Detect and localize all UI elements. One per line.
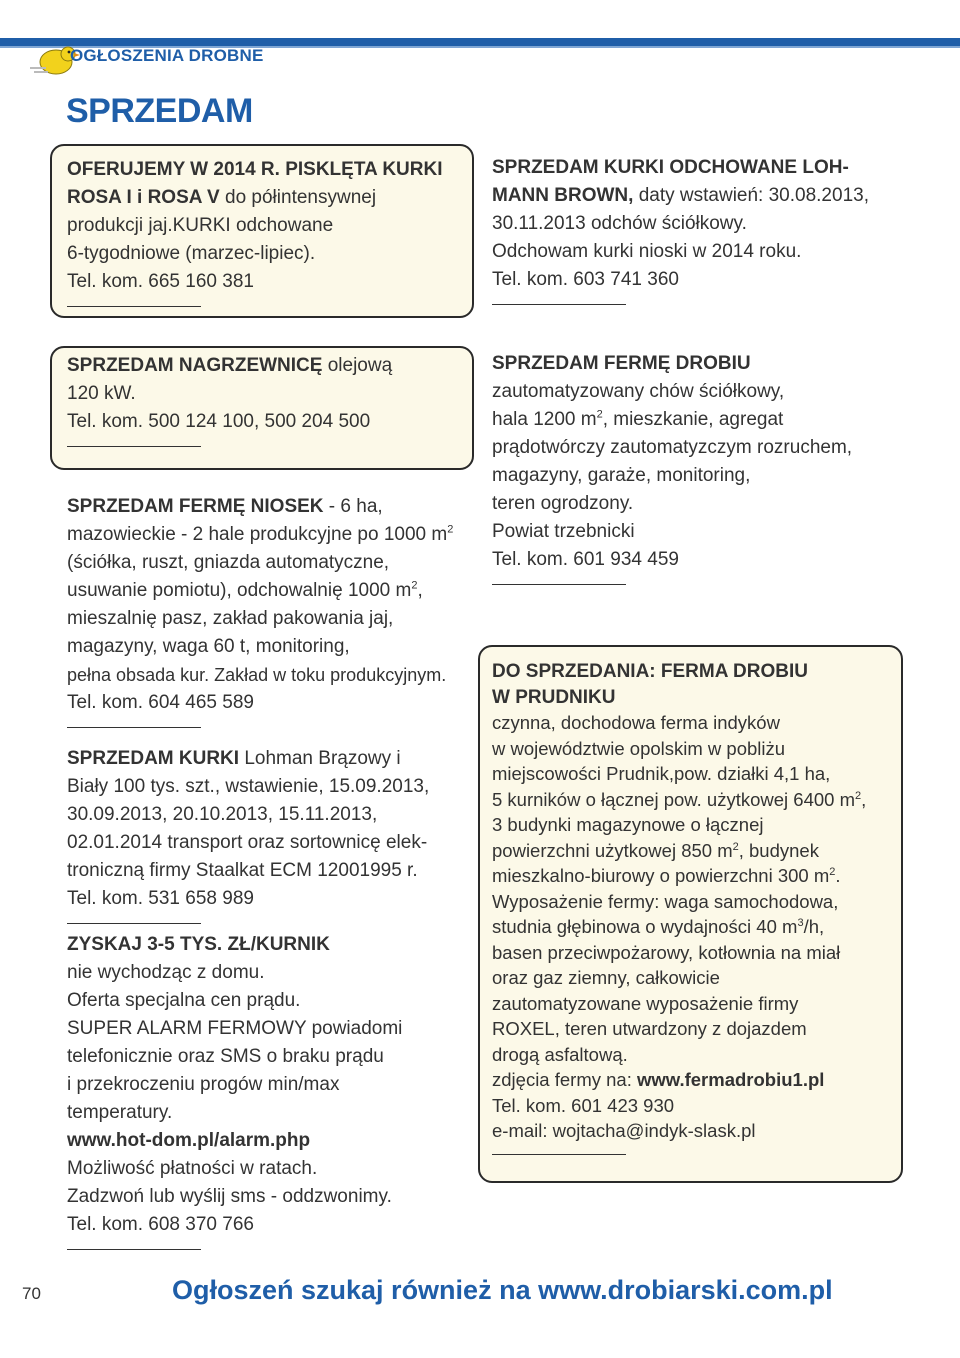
ad-lohman-l2: Biały 100 tys. szt., wstawienie, 15.09.2013, <box>67 776 430 797</box>
ad-nagrzewnica-l1b: olejową <box>322 355 393 376</box>
header-bar <box>0 38 960 46</box>
ad-ferma-drobiu-l1: zautomatyzowany chów ściółkowy, <box>492 381 785 402</box>
ad-prudnik-l8: Wyposażenie fermy: waga samochodowa, <box>492 890 839 912</box>
ad-niosek-l7: pełna obsada kur. Zakład w toku produkcyjnym. <box>67 665 447 685</box>
ad-prudnik-l4a: 5 kurników o łącznej pow. użytkowej 6400 m <box>492 788 855 810</box>
ad-divider <box>67 446 201 447</box>
ad-ferma-drobiu-l3: prądotwórczy zautomatyzczym rozruchem, <box>492 437 853 458</box>
ad-ferma-drobiu-l4: magazyny, garaże, monitoring, <box>492 465 751 486</box>
ad-niosek-l4b: , <box>417 580 423 601</box>
ad-niosek-l4sup: 2 <box>411 579 418 592</box>
ad-zyskaj-l7: Możliwość płatności w ratach. <box>67 1158 318 1179</box>
ad-ferma-drobiu <box>492 350 852 585</box>
ad-kurki-l4: Odchowam kurki nioski w 2014 roku. <box>492 241 802 262</box>
ad-piskleta-l2b: do półintensywnej <box>219 187 377 208</box>
ad-divider <box>67 1249 201 1250</box>
ad-kurki-l2b: daty wstawień: 30.08.2013, <box>633 185 869 206</box>
ad-niosek-l2a: mazowieckie - 2 hale produkcyjne po 1000 m <box>67 524 448 545</box>
ad-prudnik-l7sup: 2 <box>829 865 836 878</box>
ad-divider <box>492 304 626 305</box>
page-number: 70 <box>22 1284 41 1303</box>
ad-piskleta-phone: Tel. kom. 665 160 381 <box>67 271 254 292</box>
ad-prudnik-title1: DO SPRZEDANIA: FERMA DROBIU <box>492 661 808 682</box>
ad-zyskaj-l3: SUPER ALARM FERMOWY powiadomi <box>67 1018 403 1039</box>
ad-niosek-l5: mieszalnię pasz, zakład pakowania jaj, <box>67 608 394 629</box>
ad-divider <box>492 584 626 585</box>
ad-lohman-l5: troniczną firmy Staalkat ECM 12001995 r. <box>67 860 418 881</box>
ad-nagrzewnica-phone: Tel. kom. 500 124 100, 500 204 500 <box>67 411 371 432</box>
ad-niosek-title: SPRZEDAM FERMĘ NIOSEK <box>67 496 324 517</box>
ad-zyskaj <box>67 931 402 1250</box>
ad-prudnik-l3: miejscowości Prudnik,pow. działki 4,1 ha, <box>492 763 831 784</box>
ad-ferma-drobiu-l2sup: 2 <box>596 408 603 421</box>
ad-prudnik-l7a: mieszkalno-biurowy o powierzchni 300 m <box>492 865 830 886</box>
ad-piskleta-l4: 6-tygodniowe (marzec-lipiec). <box>67 243 316 264</box>
ad-nagrzewnica-l2: 120 kW. <box>67 383 136 404</box>
ad-niosek-l1b: - 6 ha, <box>323 496 383 517</box>
ad-kurki-l1: SPRZEDAM KURKI ODCHOWANE LOH- <box>492 157 849 178</box>
ad-zyskaj-phone: Tel. kom. 608 370 766 <box>67 1214 254 1235</box>
ad-prudnik-website-link[interactable]: www.fermadrobiu1.pl <box>636 1069 825 1090</box>
ad-kurki-lohman <box>67 745 429 924</box>
ad-prudnik-l10: basen przeciwpożarowy, kotłownia na miał <box>492 941 841 963</box>
ad-ferma-drobiu-phone: Tel. kom. 601 934 459 <box>492 549 679 570</box>
ad-niosek-l6: magazyny, waga 60 t, monitoring, <box>67 636 350 657</box>
section-label: OGŁOSZENIA DROBNE <box>70 46 264 65</box>
ad-lohman-l1a: SPRZEDAM KURKI <box>67 748 240 769</box>
ad-piskleta <box>67 156 443 307</box>
ad-prudnik-l6b: , budynek <box>738 839 819 861</box>
ad-zyskaj-link[interactable]: www.hot-dom.pl/alarm.php <box>67 1130 311 1151</box>
ad-ferma-drobiu-l6: Powiat trzebnicki <box>492 521 635 542</box>
ad-divider <box>492 1154 626 1155</box>
ad-prudnik <box>492 659 866 1155</box>
ad-ferma-niosek <box>67 493 453 728</box>
ad-kurki-l3: 30.11.2013 odchów ściółkowy. <box>492 213 747 234</box>
ad-zyskaj-l2: Oferta specjalna cen prądu. <box>67 990 301 1011</box>
ad-lohman-l1b: Lohman Brązowy i <box>239 748 401 769</box>
ad-ferma-drobiu-title: SPRZEDAM FERMĘ DROBIU <box>492 353 751 374</box>
ad-zyskaj-l8: Zadzwoń lub wyślij sms - oddzwonimy. <box>67 1186 392 1207</box>
ad-zyskaj-title: ZYSKAJ 3-5 TYS. ZŁ/KURNIK <box>67 934 330 955</box>
ad-zyskaj-l5: i przekroczeniu progów min/max <box>67 1074 340 1095</box>
ad-lohman-phone: Tel. kom. 531 658 989 <box>67 888 254 909</box>
ad-prudnik-l9a: studnia głębinowa o wydajności 40 m <box>492 916 798 937</box>
ad-prudnik-l1: czynna, dochodowa ferma indyków <box>492 712 780 733</box>
ad-divider <box>67 923 201 924</box>
ad-prudnik-phone: Tel. kom. 601 423 930 <box>492 1094 675 1116</box>
footer-link[interactable]: Ogłoszeń szukaj również na www.drobiarski.com.pl <box>172 1275 833 1305</box>
ad-prudnik-email[interactable]: e-mail: wojtacha@indyk-slask.pl <box>492 1120 756 1141</box>
ad-nagrzewnica <box>67 352 392 447</box>
ad-piskleta-l3: produkcji jaj.KURKI odchowane <box>67 215 334 236</box>
ad-prudnik-title2: W PRUDNIKU <box>492 686 616 708</box>
page-title: SPRZEDAM <box>66 92 253 130</box>
ad-zyskaj-l1: nie wychodząc z domu. <box>67 962 265 983</box>
ad-prudnik-l14: drogą asfaltową. <box>492 1043 628 1065</box>
ad-prudnik-l7b: . <box>835 865 841 886</box>
ad-prudnik-l6a: powierzchni użytkowej 850 m <box>492 839 733 861</box>
ad-kurki-phone: Tel. kom. 603 741 360 <box>492 269 679 290</box>
ad-prudnik-l11: oraz gaz ziemny, całkowicie <box>492 967 720 988</box>
ad-ferma-drobiu-l5: teren ogrodzony. <box>492 493 634 514</box>
ad-ferma-drobiu-l2b: , mieszkanie, agregat <box>602 409 784 430</box>
ad-prudnik-l2: w województwie opolskim w pobliżu <box>492 737 786 759</box>
ad-divider <box>67 727 201 728</box>
ad-prudnik-l4sup: 2 <box>855 789 862 802</box>
ad-divider <box>67 306 201 307</box>
ad-prudnik-l6sup: 2 <box>732 840 739 853</box>
ad-lohman-l4: 02.01.2014 transport oraz sortownicę elek- <box>67 832 428 853</box>
ad-prudnik-l9b: /h, <box>803 916 825 937</box>
ad-ferma-drobiu-l2a: hala 1200 m <box>492 409 597 430</box>
ad-nagrzewnica-l1a: SPRZEDAM NAGRZEWNICĘ <box>67 355 323 376</box>
ad-niosek-l2sup: 2 <box>447 523 454 536</box>
ad-zyskaj-l6: temperatury. <box>67 1102 173 1123</box>
ad-prudnik-l4b: , <box>861 788 867 810</box>
ad-prudnik-l15a: zdjęcia fermy na: <box>492 1069 637 1090</box>
ad-kurki-l2a: MANN BROWN, <box>492 185 634 206</box>
ad-kurki-odchowane <box>492 154 869 305</box>
ad-prudnik-l5: 3 budynki magazynowe o łącznej <box>492 814 764 835</box>
ad-lohman-l3: 30.09.2013, 20.10.2013, 15.11.2013, <box>67 804 378 825</box>
ad-prudnik-l13: ROXEL, teren utwardzony z dojazdem <box>492 1018 807 1039</box>
ad-niosek-phone: Tel. kom. 604 465 589 <box>67 692 254 713</box>
ad-prudnik-l9sup: 3 <box>797 916 804 929</box>
ad-niosek-l3: (ściółka, ruszt, gniazda automatyczne, <box>67 552 390 573</box>
ad-niosek-l4a: usuwanie pomiotu), odchowalnię 1000 m <box>67 580 412 601</box>
ad-prudnik-l12: zautomatyzowane wyposażenie firmy <box>492 992 799 1014</box>
ad-zyskaj-l4: telefonicznie oraz SMS o braku prądu <box>67 1046 384 1067</box>
ad-piskleta-l2a: ROSA I i ROSA V <box>67 187 220 208</box>
ad-piskleta-l1: OFERUJEMY W 2014 R. PISKLĘTA KURKI <box>67 159 443 180</box>
